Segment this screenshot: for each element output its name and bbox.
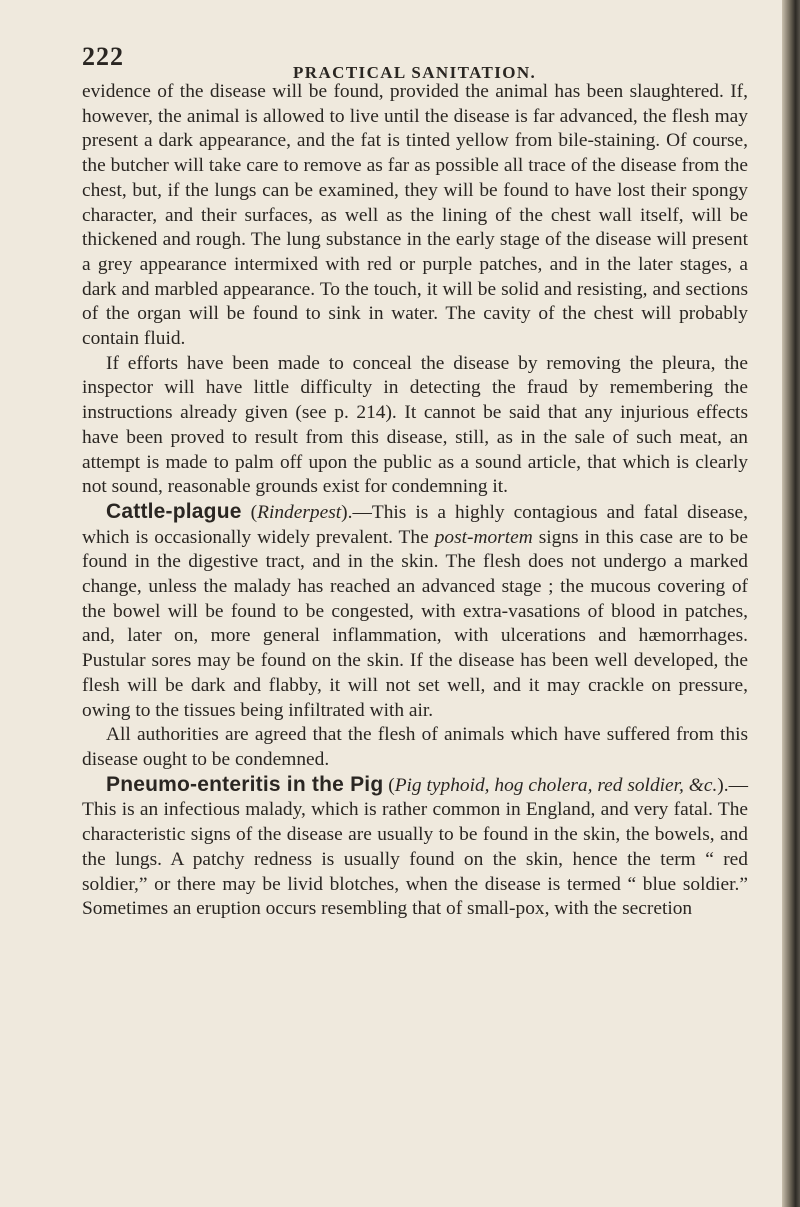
paragraph-text: —This is a highly contagious and fatal disease, which is occasionally widely prevalent. The: [82, 501, 748, 548]
paren-close: ).: [341, 501, 353, 523]
paragraph-pneumo-enteritis: [82, 773, 748, 922]
paren-close: ).: [717, 774, 729, 796]
running-head: PRACTICAL SANITATION.: [293, 63, 537, 82]
paragraph-cattle-plague: [82, 500, 748, 723]
paragraph-authorities: All authorities are agreed that the flesh of animals which have suffered from this disease ought to be condemned.: [82, 724, 748, 770]
page-edge-shadow: [782, 0, 800, 1207]
italic-term-post-mortem: post-mortem: [434, 526, 533, 548]
heading-italic-rinderpest: Rinderpest: [257, 501, 342, 523]
body-text: [82, 80, 748, 922]
page-number: 222: [82, 42, 124, 71]
paragraph-text: —This is an infectious malady, which is rather common in England, and very fatal. The characteristic signs of the disease are usually to be found in the skin, the bowels, and the lungs. A patchy redness is usually found on the skin, hence the term “ red soldier,” or there may be livid blotches, when the disease is termed “ blue soldier.” Sometimes an eruption occurs resembling that of small-pox, with the secretion: [82, 774, 748, 920]
paragraph-continuation: evidence of the disease will be found, provided the animal has been slaughtered. If, however, the animal is allowed to live until the disease is far advanced, the flesh may present a dark appearance, and the fat is tinted yellow from bile-staining. Of course, the butcher will take care to remove as far as possible all trace of the disease from the chest, but, if the lungs can be examined, they will be found to have lost their spongy character, and their surfaces, as well as the lining of the chest wall itself, will be thickened and rough. The lung substance in the early stage of the disease will present a grey appearance intermixed with red or purple patches, and in the later stages, a dark and marbled appearance. To the touch, it will be solid and resisting, and sections of the organ will be found to sink in water. The cavity of the chest will probably contain fluid.: [82, 81, 748, 350]
paragraph-concealment: If efforts have been made to conceal the disease by removing the pleura, the inspector will have little difficulty in detecting the fraud by remembering the instructions already given (see p. 214). It cannot be said that any injurious effects have been proved to result from this disease, still, as in the sale of such meat, an attempt is made to palm off upon the public as a sound article, that which is clearly not sound, reasonable grounds exist for condemning it.: [82, 352, 748, 498]
paren-open: (: [241, 501, 258, 523]
paren-open: (: [383, 774, 395, 796]
section-heading-pneumo-enteritis: Pneumo-enteritis in the Pig: [106, 772, 384, 796]
section-heading-cattle-plague: Cattle-plague: [106, 499, 242, 523]
paragraph-text: signs in this case are to be found in the digestive tract, and in the skin. The flesh does not undergo a marked change, unless the malady has reached an advanced stage ; the mucous covering of the bowel will be found to be congested, with extra-vasations of blood in patches, and, later on, more general inflammation, with ulcerations and hæmorrhages. Pustular sores may be found on the skin. If the disease has been well developed, the flesh will be dark and flabby, it will not set well, and it may crackle on pressure, owing to the tissues being infiltrated with air.: [82, 526, 748, 721]
heading-italic-pig-typhoid: Pig typhoid, hog cholera, red soldier, &c.: [394, 774, 718, 796]
